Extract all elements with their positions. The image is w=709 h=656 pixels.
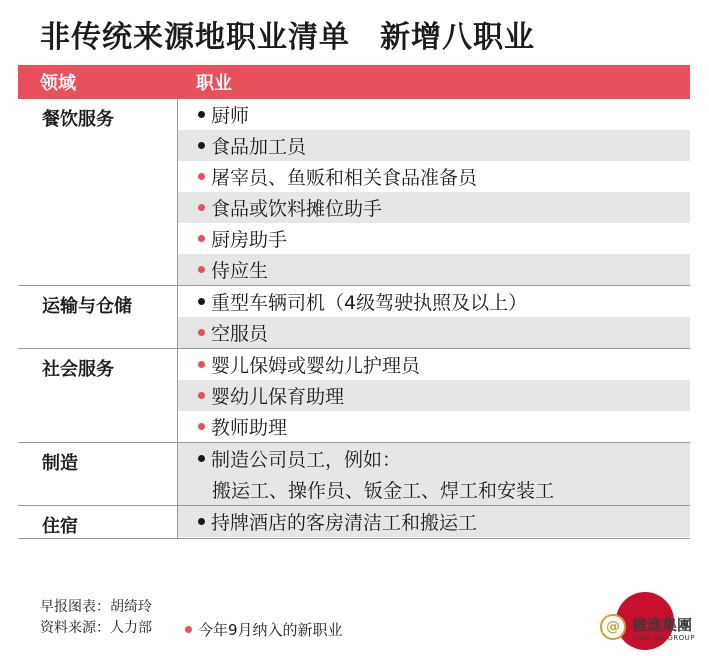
list-item: [178, 161, 690, 192]
logo-coin-icon: @: [600, 614, 626, 640]
bullet-dot-icon: [198, 298, 205, 305]
bullet-dot-icon: [198, 455, 205, 462]
legend-dot-icon: [185, 626, 192, 633]
footer-credits: [40, 597, 152, 639]
job-text: 教师助理: [211, 417, 288, 439]
list-item: [178, 317, 690, 348]
logo-subtitle: YING JIN GROUP: [632, 634, 695, 642]
job-list: [178, 286, 690, 348]
page-title: [40, 12, 535, 56]
table-group: [18, 286, 690, 349]
header-field: 领域: [40, 73, 76, 94]
job-text: 厨师: [211, 105, 250, 127]
job-text: 厨房助手: [211, 229, 288, 251]
list-item: [178, 99, 690, 130]
bullet-dot-icon: [198, 266, 205, 273]
category-label: 制造: [18, 443, 178, 505]
category-label: 运输与仓储: [18, 286, 178, 348]
list-item: [178, 223, 690, 254]
job-list: [178, 506, 690, 538]
list-item: [178, 349, 690, 380]
bullet-dot-icon: [198, 423, 205, 430]
category-label: 住宿: [18, 506, 178, 538]
group-logo: [598, 592, 706, 652]
legend-text: 今年9月纳入的新职业: [198, 621, 343, 639]
list-item: [178, 380, 690, 411]
bullet-dot-icon: [198, 518, 205, 525]
job-text: 食品加工员: [211, 136, 307, 158]
occupation-table: [18, 65, 690, 539]
job-text: 婴幼儿保育助理: [211, 386, 345, 408]
table-header: [18, 65, 690, 99]
job-text: 婴儿保姆或婴幼儿护理员: [211, 355, 421, 377]
title-sub: 新增八职业: [380, 20, 535, 55]
list-item: [178, 254, 690, 285]
bullet-dot-icon: [198, 173, 205, 180]
table-group: [18, 506, 690, 539]
title-main: 非传统来源地职业清单: [40, 20, 350, 55]
legend: [185, 619, 343, 640]
job-text-continued: 搬运工、操作员、钣金工、焊工和安装工: [212, 480, 555, 502]
job-text: 食品或饮料摊位助手: [211, 198, 383, 220]
bullet-dot-icon: [198, 392, 205, 399]
list-item: [178, 411, 690, 442]
bullet-dot-icon: [198, 204, 205, 211]
table-group: [18, 443, 690, 506]
bullet-dot-icon: [198, 361, 205, 368]
bullet-dot-icon: [198, 235, 205, 242]
job-text: 制造公司员工，例如：: [211, 449, 402, 471]
table-group: [18, 99, 690, 286]
job-list: [178, 99, 690, 285]
chart-credit: 早报图表：胡绮玲: [40, 599, 152, 615]
job-text: 持牌酒店的客房清洁工和搬运工: [211, 512, 478, 534]
bullet-dot-icon: [198, 329, 205, 336]
job-list: [178, 349, 690, 442]
list-item: [178, 286, 690, 317]
bullet-dot-icon: [198, 111, 205, 118]
list-item: [178, 130, 690, 161]
list-item: [178, 443, 690, 505]
source-credit: 资料来源：人力部: [40, 620, 152, 636]
job-list: [178, 443, 690, 505]
job-text: 屠宰员、鱼贩和相关食品准备员: [211, 167, 478, 189]
header-occupation: 职业: [196, 73, 232, 94]
list-item: [178, 192, 690, 223]
job-text: 空服员: [211, 323, 269, 345]
logo-name: 楹進集團: [632, 616, 693, 634]
list-item: [178, 506, 690, 537]
category-label: 社会服务: [18, 349, 178, 442]
job-text: 重型车辆司机（4级驾驶执照及以上）: [211, 292, 528, 314]
bullet-dot-icon: [198, 142, 205, 149]
table-group: [18, 349, 690, 443]
category-label: 餐饮服务: [18, 99, 178, 285]
job-text: 侍应生: [211, 260, 269, 282]
